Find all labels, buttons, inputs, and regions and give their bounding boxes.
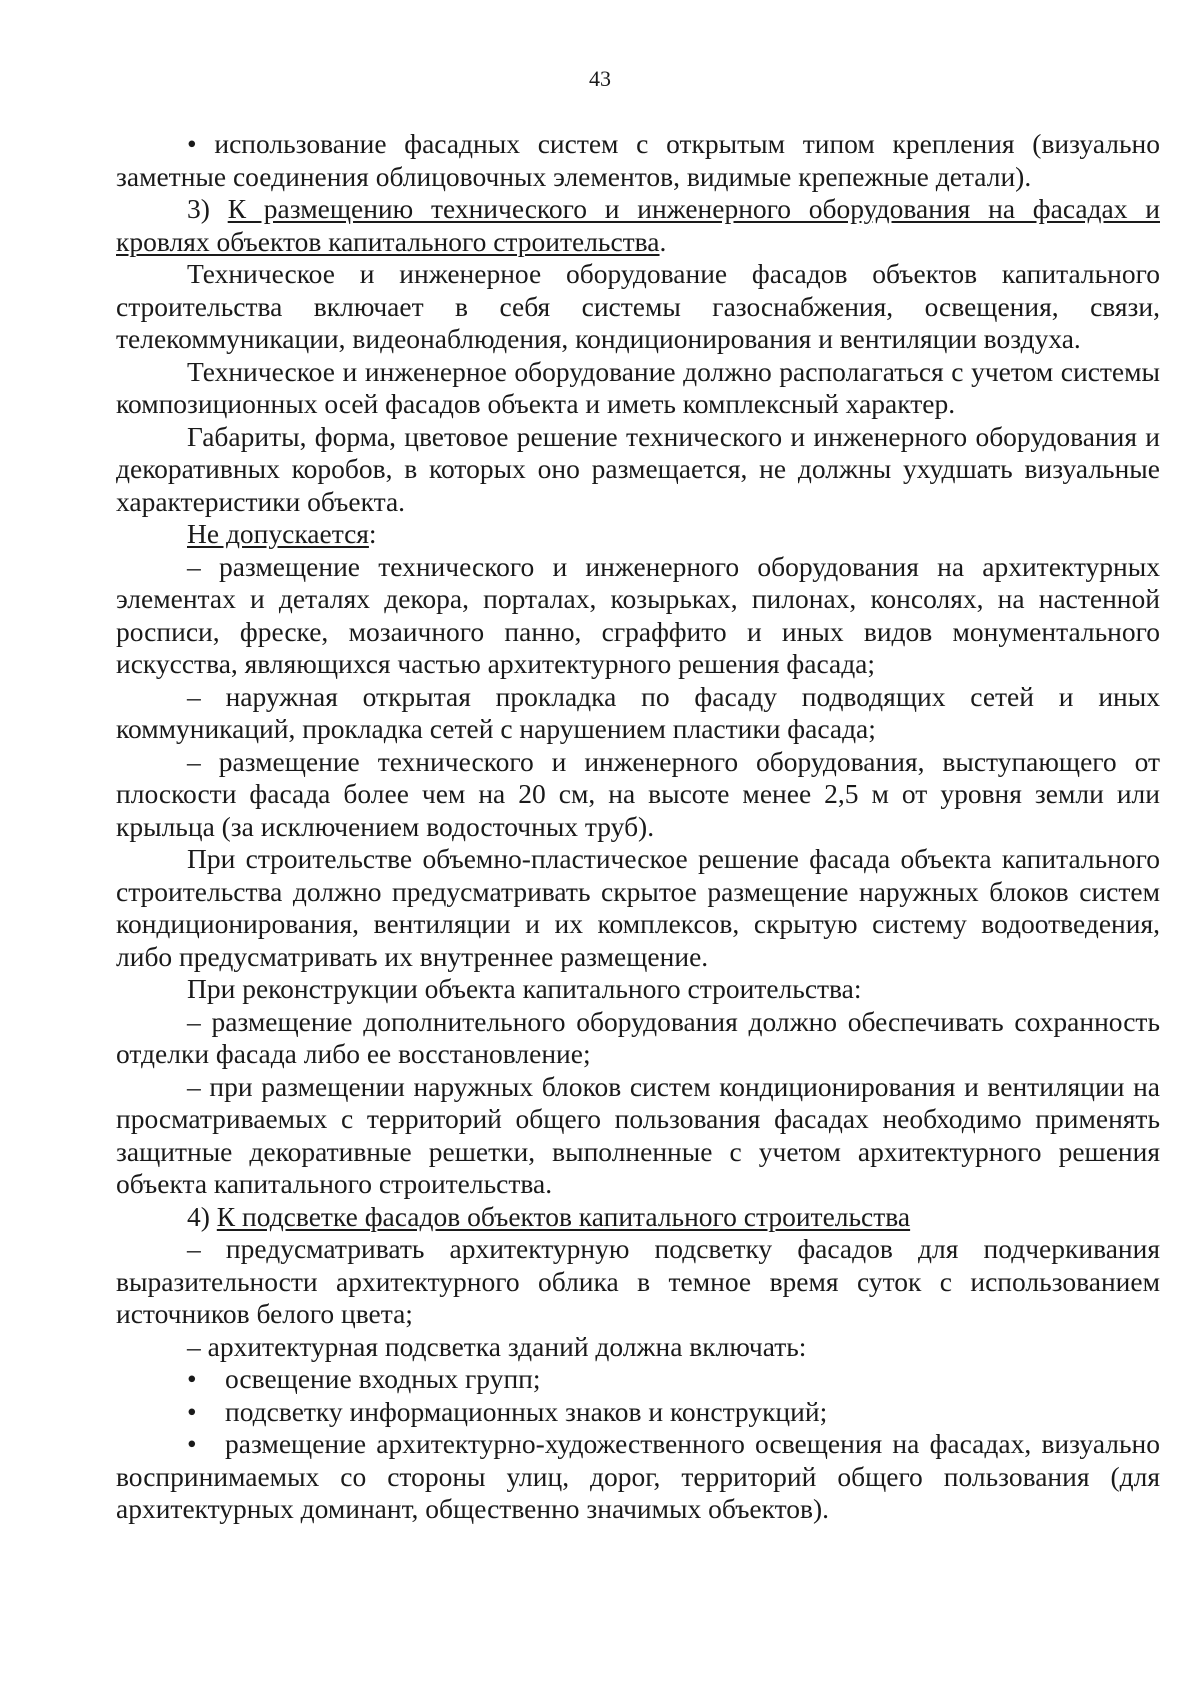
bullet-icon: • xyxy=(187,1428,197,1459)
list-item-lighting-includes: – архитектурная подсветка зданий должна включать: xyxy=(187,1330,807,1362)
section-title: К подсветке фасадов объектов капитального строительства xyxy=(216,1200,911,1232)
bullet-text: размещение архитектурно-художественного освещения на фасадах, визуально воспринимаемых со стороны улиц, дорог, территорий общего пользования (для архитектурных доминант, общественно значимых объектов). xyxy=(116,1428,1160,1524)
paragraph-equipment-includes: Техническое и инженерное оборудование фасадов объектов капитального строительства включает в себя системы газоснабжения, освещения, связи, телекоммуникации, видеонаблюдения, кондиционирования и вентиляции воздуха. xyxy=(116,258,1160,354)
paragraph-construction: При строительстве объемно-пластическое решение фасада объекта капитального строительства должно предусматривать скрытое размещение наружных блоков систем кондиционирования, вентиляции и их комплексов, скрытую систему водоотведения, либо предусматривать их внутреннее размещение. xyxy=(116,843,1160,972)
list-item-protective-grilles: – при размещении наружных блоков систем кондиционирования и вентиляции на просматриваемых с территорий общего пользования фасадах необходимо применять защитные декоративные решетки, выполненные с учетом архитектурного решения объекта капитального строительства. xyxy=(116,1070,1160,1199)
not-allowed-colon: : xyxy=(368,518,377,549)
bullet-item-artistic-lighting xyxy=(116,1428,1160,1526)
bullet-item-entrances xyxy=(116,1363,1160,1396)
bullet-item-signs xyxy=(116,1396,1160,1429)
page-number: 43 xyxy=(589,66,611,91)
section-number: 4) xyxy=(187,1200,217,1232)
paragraph-facade-systems: • использование фасадных систем с открытым типом крепления (визуально заметные соединения облицовочных элементов, видимые крепежные детали). xyxy=(116,128,1160,192)
list-item-architectural-elements: – размещение технического и инженерного оборудования на архитектурных элементах и деталях декора, порталах, козырьках, пилонах, консолях, на настенной росписи, фреске, мозаичного панно, сграффито и иных видов монументального искусства, являющихся частью архитектурного решения фасада; xyxy=(116,550,1160,679)
paragraph-dimensions: Габариты, форма, цветовое решение технического и инженерного оборудования и декоративных коробов, в которых оно размещается, не должны ухудшать визуальные характеристики объекта. xyxy=(116,420,1160,517)
bullet-text: подсветку информационных знаков и конструкций; xyxy=(225,1395,828,1427)
not-allowed-label: Не допускается xyxy=(187,518,369,549)
section-title-suffix: . xyxy=(659,225,667,257)
paragraph-equipment-placement: Техническое и инженерное оборудование должно располагаться с учетом системы композиционных осей фасадов объекта и иметь комплексный характер. xyxy=(116,355,1160,419)
section-number: 3) xyxy=(187,193,228,224)
section-heading-3 xyxy=(116,193,1160,258)
list-item-open-wiring: – наружная открытая прокладка по фасаду подводящих сетей и иных коммуникаций, прокладка сетей с нарушением пластики фасада; xyxy=(116,680,1160,744)
bullet-icon: • xyxy=(187,1363,197,1394)
not-allowed-heading xyxy=(116,518,1160,551)
list-item-protruding-equipment: – размещение технического и инженерного оборудования, выступающего от плоскости фасада более чем на 20 см, на высоте менее 2,5 м от уровня земли или крыльца (за исключением водосточных труб). xyxy=(116,745,1160,842)
document-body xyxy=(116,128,1160,1526)
section-heading-4 xyxy=(116,1201,1160,1234)
paragraph-reconstruction: При реконструкции объекта капитального строительства: xyxy=(187,973,862,1004)
section-title: К размещению технического и инженерного оборудования на фасадах и кровлях объектов капитального строительства xyxy=(116,193,1160,257)
list-item-additional-equipment: – размещение дополнительного оборудования должно обеспечивать сохранность отделки фасада либо ее восстановление; xyxy=(116,1005,1160,1069)
list-item-lighting-provide: – предусматривать архитектурную подсветку фасадов для подчеркивания выразительности архитектурного облика в темное время суток с использованием источников белого цвета; xyxy=(116,1233,1160,1329)
bullet-icon: • xyxy=(187,1395,197,1427)
bullet-text: освещение входных групп; xyxy=(225,1363,541,1394)
